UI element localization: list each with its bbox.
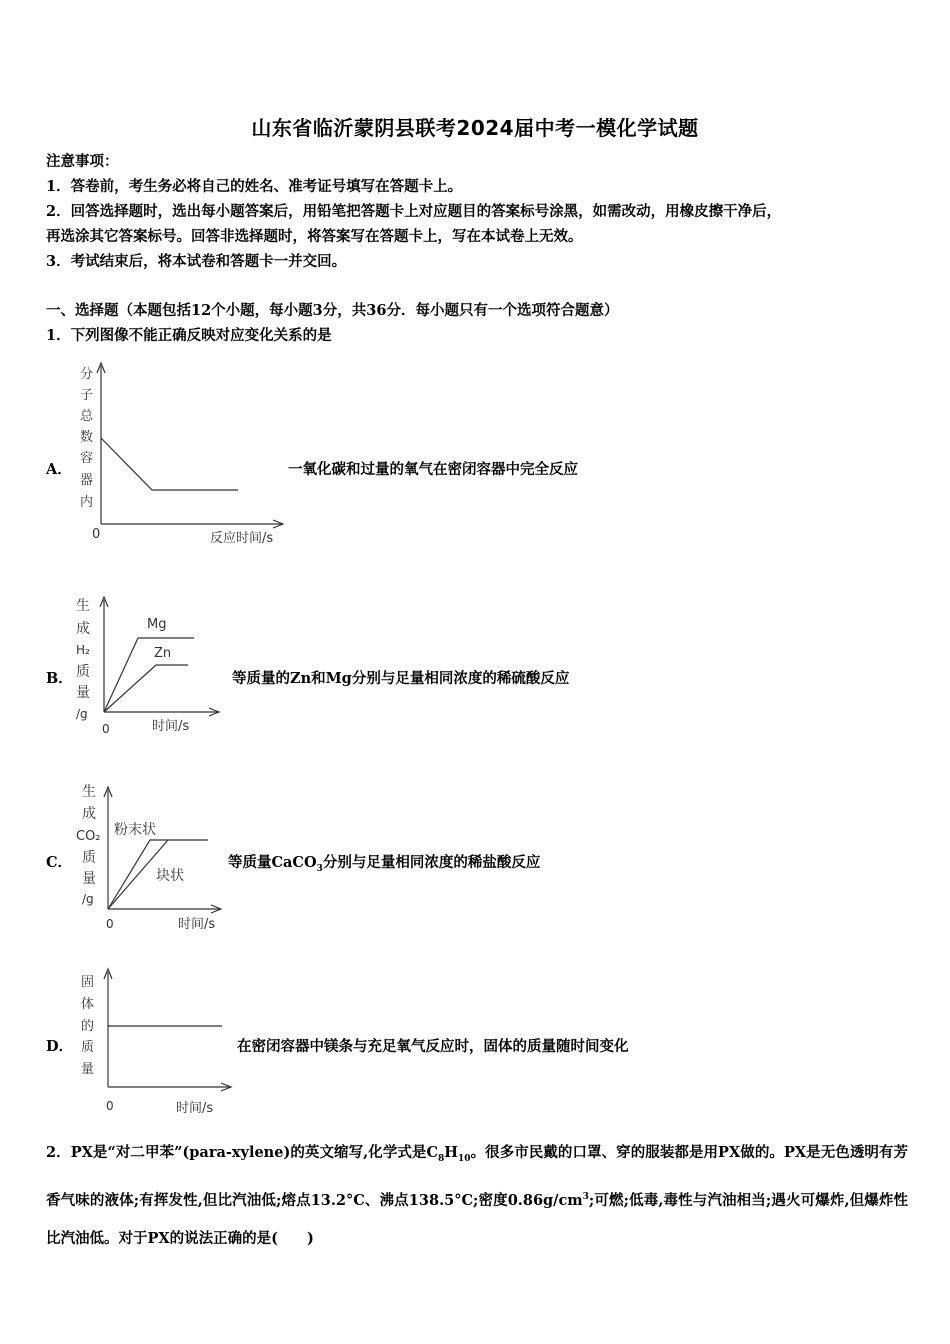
origin-label: 0 xyxy=(106,917,114,931)
y-axis-char: 器 xyxy=(80,473,94,488)
y-axis-char: 质 xyxy=(82,850,96,866)
y-axis-char: 的 xyxy=(81,1019,95,1034)
option-d-text: 在密闭容器中镁条与充足氧气反应时，固体的质量随时间变化 xyxy=(237,1038,629,1055)
y-axis-char: 固 xyxy=(81,975,95,990)
y-axis-char: 容 xyxy=(80,451,94,466)
notice-item-2-line-1: 2．回答选择题时，选出每小题答案后，用铅笔把答题卡上对应题目的答案标号涂黑，如需改动，用橡皮擦干净后， xyxy=(46,203,782,220)
y-axis-char: 分 xyxy=(80,367,94,382)
series-label-powder: 粉末状 xyxy=(114,822,156,838)
y-axis-char: 量 xyxy=(81,1062,95,1077)
notice-item-2-line-2: 再选涂其它答案标号。回答非选择题时，将答案写在答题卡上，写在本试卷上无效。 xyxy=(46,228,583,245)
y-axis-char: /g xyxy=(82,892,94,906)
y-axis-char: 量 xyxy=(76,685,90,701)
data-line-zn xyxy=(104,665,188,712)
y-axis-char: 生 xyxy=(82,784,96,800)
option-d-graph xyxy=(70,962,240,1120)
y-axis-char: CO₂ xyxy=(76,829,101,844)
origin-label: 0 xyxy=(92,527,101,542)
x-axis-label: 时间/s xyxy=(176,1101,214,1116)
data-line xyxy=(101,438,238,490)
x-axis-label: 时间/s xyxy=(178,917,216,932)
series-label-lump: 块状 xyxy=(156,868,184,884)
origin-label: 0 xyxy=(106,1099,114,1113)
question-1-stem: 1．下列图像不能正确反映对应变化关系的是 xyxy=(46,327,332,344)
y-axis-char: 子 xyxy=(80,388,94,403)
y-axis-char: 成 xyxy=(82,806,96,822)
option-b-graph xyxy=(70,590,230,740)
y-axis-char: 生 xyxy=(76,598,90,614)
option-b-label: B． xyxy=(46,670,73,687)
option-c-text: 等质量CaCO$_3$分别与足量相同浓度的稀盐酸反应 xyxy=(228,854,541,874)
notice-item-1: 1．答卷前，考生务必将自己的姓名、准考证号填写在答题卡上。 xyxy=(46,178,463,195)
x-axis-label: 时间/s xyxy=(152,719,190,734)
y-axis-char: 体 xyxy=(81,997,95,1012)
notice-heading: 注意事项： xyxy=(46,153,119,170)
y-axis-char: 数 xyxy=(80,430,94,445)
y-axis-char: 质 xyxy=(81,1040,95,1055)
notice-item-3: 3．考试结束后，将本试卷和答题卡一并交回。 xyxy=(46,253,347,270)
option-c-graph xyxy=(70,778,230,936)
page-title: 山东省临沂蒙阴县联考2024届中考一模化学试题 xyxy=(251,116,699,140)
y-axis-char: H₂ xyxy=(76,643,90,657)
question-2-text: 2．PX是“对二甲苯”(para-xylene)的英文缩写,化学式是$C_8H_{10}$。很多市民戴的口罩、穿的服装都是用PX做的。PX是无色透明有芳香气味的液体;有挥发性,但比汽油低;熔点13.2°C、沸点138.5°C;密度$0.86g/cm^3$;可燃;低毒,毒性与汽油相当;遇火可爆炸,但爆炸性比汽油低。对于PX的说法正确的是( ) xyxy=(46,1144,908,1247)
y-axis-char: /g xyxy=(76,707,88,721)
option-a-graph xyxy=(70,358,300,553)
y-axis-char: 总 xyxy=(80,409,94,424)
x-axis-label: 反应时间/s xyxy=(210,531,274,546)
series-label-mg: Mg xyxy=(147,617,167,632)
y-axis-char: 成 xyxy=(76,621,90,637)
origin-label: 0 xyxy=(102,722,110,736)
y-axis-char: 质 xyxy=(76,664,90,680)
y-axis-char: 量 xyxy=(82,871,96,887)
data-line-mg xyxy=(104,638,194,712)
y-axis-char: 内 xyxy=(80,495,94,510)
option-a-text: 一氧化碳和过量的氧气在密闭容器中完全反应 xyxy=(288,461,578,478)
series-label-zn: Zn xyxy=(154,646,172,661)
option-c-label: C． xyxy=(46,854,73,871)
option-b-text: 等质量的Zn和Mg分别与足量相同浓度的稀硫酸反应 xyxy=(232,670,570,687)
option-d-label: D． xyxy=(46,1038,74,1055)
section-heading: 一、选择题（本题包括12个小题，每小题3分，共36分．每小题只有一个选项符合题意） xyxy=(46,302,619,319)
option-a-label: A． xyxy=(46,461,72,478)
